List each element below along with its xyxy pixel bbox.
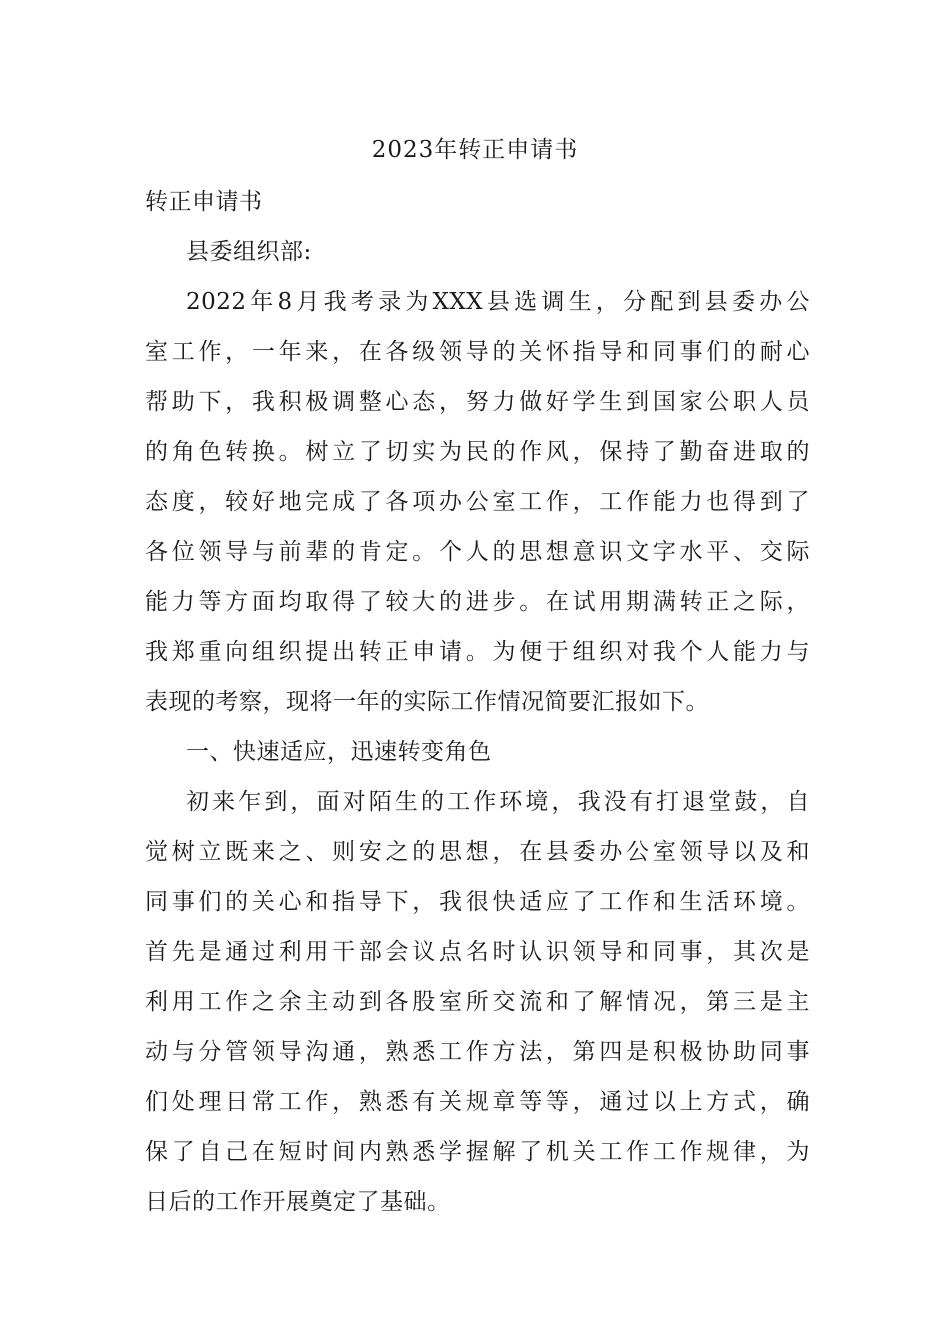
paragraph-line: 同事们的关心和指导下，我很快适应了工作和生活环境。: [145, 889, 810, 915]
paragraph-line: 2022年8月我考录为XXX县选调生，分配到县委办公: [186, 289, 810, 315]
document-subtitle: 转正申请书: [145, 189, 263, 215]
paragraph-line: 动与分管领导沟通，熟悉工作方法，第四是积极协助同事: [145, 1039, 810, 1065]
paragraph-line: 利用工作之余主动到各股室所交流和了解情况，第三是主: [145, 989, 810, 1015]
paragraph-line: 保了自己在短时间内熟悉学握解了机关工作工作规律，为: [145, 1139, 810, 1165]
paragraph-line: 们处理日常工作，熟悉有关规章等等，通过以上方式，确: [145, 1089, 810, 1115]
paragraph-line: 的角色转换。树立了切实为民的作风，保持了勤奋进取的: [145, 439, 810, 465]
paragraph-line: 能力等方面均取得了较大的进步。在试用期满转正之际，: [145, 589, 810, 615]
paragraph-line: 觉树立既来之、则安之的思想，在县委办公室领导以及和: [145, 839, 810, 865]
section-heading: 一、快速适应，迅速转变角色: [186, 739, 492, 765]
paragraph-line: 室工作，一年来，在各级领导的关怀指导和同事们的耐心: [145, 339, 810, 365]
paragraph-line: 首先是通过利用干部会议点名时认识领导和同事，其次是: [145, 939, 810, 965]
paragraph-line: 表现的考察，现将一年的实际工作情况简要汇报如下。: [145, 689, 709, 715]
paragraph-line: 帮助下，我积极调整心态，努力做好学生到国家公职人员: [145, 389, 810, 415]
document-title: 2023年转正申请书: [371, 137, 579, 163]
paragraph-line: 初来乍到，面对陌生的工作环境，我没有打退堂鼓，自: [186, 789, 810, 815]
paragraph-line: 日后的工作开展奠定了基础。: [145, 1189, 451, 1215]
salutation: 县委组织部:: [186, 239, 312, 265]
paragraph-line: 各位领导与前辈的肯定。个人的思想意识文字水平、交际: [145, 539, 810, 565]
paragraph-line: 我郑重向组织提出转正申请。为便于组织对我个人能力与: [145, 639, 810, 665]
paragraph-line: 态度，较好地完成了各项办公室工作，工作能力也得到了: [145, 489, 810, 515]
